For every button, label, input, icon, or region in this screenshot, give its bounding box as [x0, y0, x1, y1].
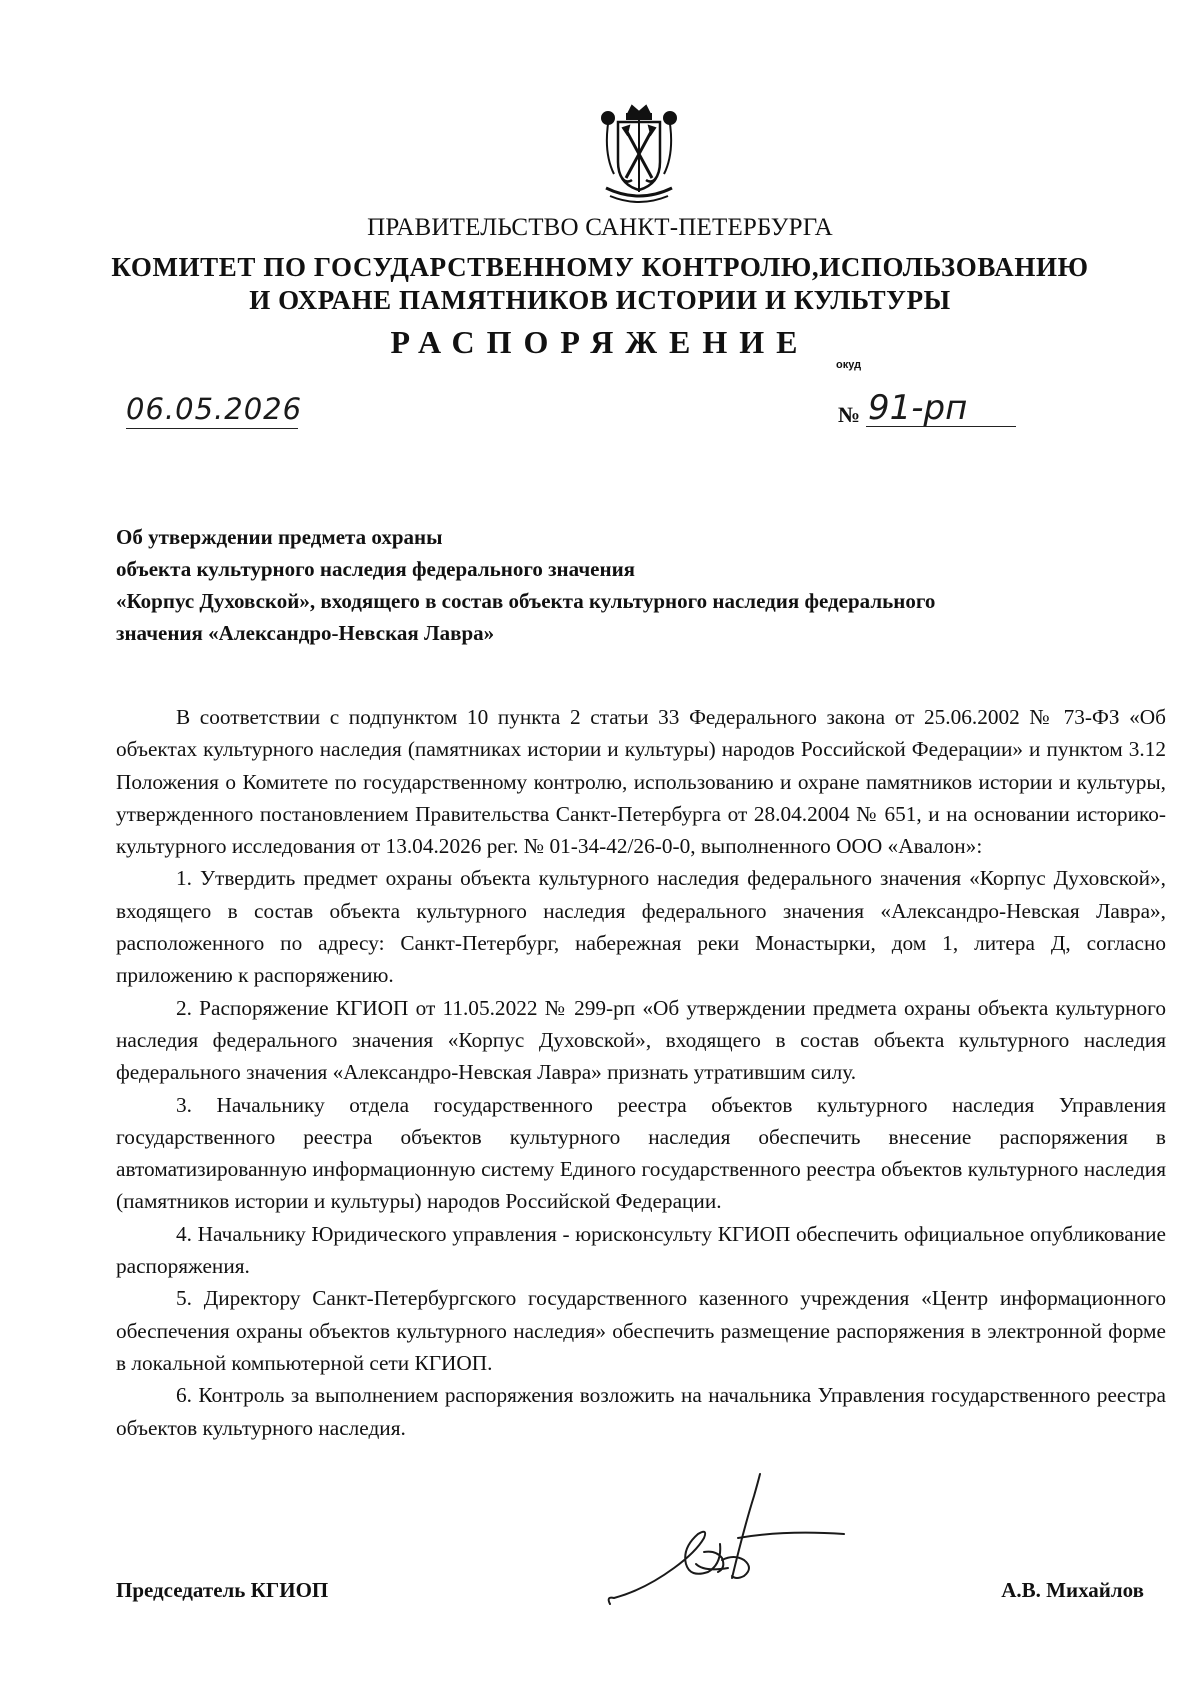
clause-paragraph: 4. Начальнику Юридического управления - юрисконсульту КГИОП обеспечить официальное опубликование распоряжения. [116, 1221, 1166, 1279]
title-line: значения «Александро-Невская Лавра» [116, 621, 495, 645]
title-line: Об утверждении предмета охраны [116, 525, 443, 549]
document-date-value: 06.05.2026 [126, 392, 303, 426]
document-date [126, 392, 303, 426]
document-number-value: 91-рп [868, 388, 968, 428]
okud-label: окуд [836, 359, 862, 371]
document-type: РАСПОРЯЖЕНИЕ [390, 324, 810, 360]
number-underline [866, 426, 1016, 427]
title-line: объекта культурного наследия федерального значения [116, 557, 636, 581]
handwritten-signature [604, 1468, 874, 1618]
committee-name-line-2: И ОХРАНЕ ПАМЯТНИКОВ ИСТОРИИ И КУЛЬТУРЫ [249, 285, 951, 315]
title-line: «Корпус Духовской», входящего в состав объекта культурного наследия федерального [116, 589, 936, 613]
preamble-paragraph: В соответствии с подпунктом 10 пункта 2 статьи 33 Федерального закона от 25.06.2002 № 73-ФЗ «Об объектах культурного наследия (памятниках истории и культуры) народов Российской Федерации» и пунктом 3.12 Положения о Комитете по государственному контролю, использованию и охране памятников истории и культуры, утвержденного постановлением Правительства Санкт-Петербурга от 28.04.2004 № 651, и на основании историко-культурного исследования от 13.04.2026 рег. № 01-34-42/26-0-0, выполненного ООО «Авалон»: [116, 705, 1166, 859]
document-title [116, 521, 1096, 649]
document-body [116, 701, 1166, 1444]
committee-name-line-1: КОМИТЕТ ПО ГОСУДАРСТВЕННОМУ КОНТРОЛЮ,ИСПОЛЬЗОВАНИЮ [111, 252, 1089, 282]
number-sign: № [838, 402, 861, 427]
clause-paragraph: 1. Утвердить предмет охраны объекта культурного наследия федерального значения «Корпус Духовской», входящего в состав объекта культурного наследия федерального значения «Александро-Невская Лавра», расположенного по адресу: Санкт-Петербург, набережная реки Монастырки, дом 1, литера Д, согласно приложению к распоряжению. [116, 866, 1166, 988]
clause-paragraph: 5. Директору Санкт-Петербургского государственного казенного учреждения «Центр информационного обеспечения охраны объектов культурного наследия» обеспечить размещение распоряжения в электронной форме в локальной компьютерной сети КГИОП. [116, 1286, 1166, 1375]
government-name: ПРАВИТЕЛЬСТВО САНКТ-ПЕТЕРБУРГА [367, 214, 833, 241]
clause-paragraph: 3. Начальнику отдела государственного реестра объектов культурного наследия Управления государственного реестра объектов культурного наследия обеспечить внесение распоряжения в автоматизированную информационную систему Единого государственного реестра объектов культурного наследия (памятников истории и культуры) народов Российской Федерации. [116, 1092, 1166, 1214]
signer-position: Председатель КГИОП [116, 1578, 329, 1602]
document-number [866, 384, 1016, 444]
signer-name: А.В. Михайлов [1001, 1578, 1144, 1602]
coat-of-arms-icon [596, 104, 682, 206]
clause-paragraph: 2. Распоряжение КГИОП от 11.05.2022 № 299-рп «Об утверждении предмета охраны объекта культурного наследия федерального значения «Корпус Духовской», входящего в состав объекта культурного наследия федерального значения «Александро-Невская Лавра» признать утратившим силу. [116, 995, 1166, 1085]
clause-paragraph: 6. Контроль за выполнением распоряжения возложить на начальника Управления государственного реестра объектов культурного наследия. [116, 1383, 1166, 1440]
date-underline [126, 428, 298, 429]
